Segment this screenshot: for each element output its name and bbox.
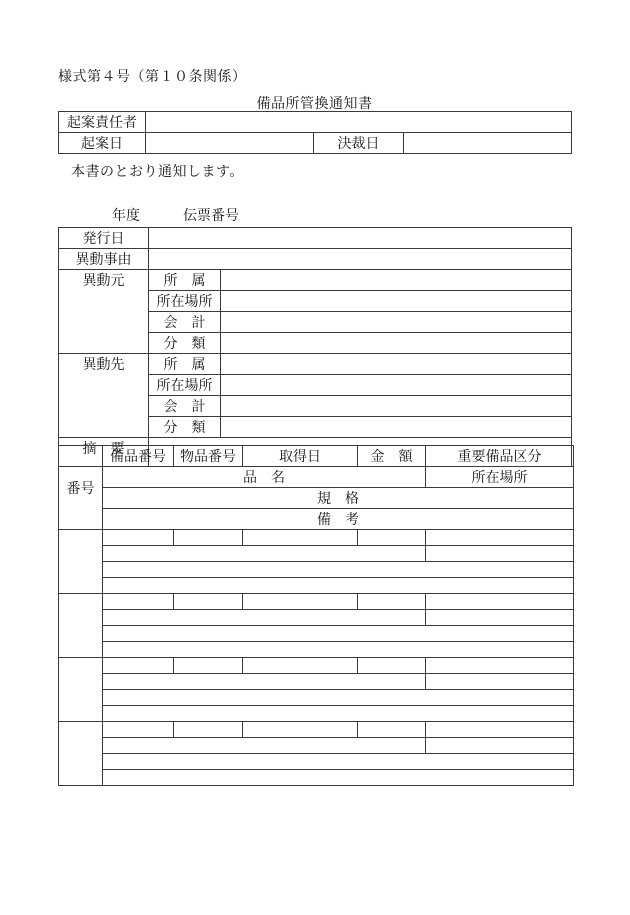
drafter-row: [59, 112, 572, 133]
change-reason-row: [59, 249, 572, 270]
item-block-row-1: [59, 658, 574, 674]
item-location-cell: [426, 738, 574, 754]
item-block-row-2: [59, 546, 574, 562]
issue-date-row: [59, 228, 572, 249]
source-affiliation-row: [59, 270, 572, 291]
item-amount-cell: [358, 594, 426, 610]
important-classification-header: 重要備品区分: [426, 446, 574, 467]
draft-date-value-cell: [146, 133, 314, 154]
item-block-row-4: [59, 706, 574, 722]
drafter-label-cell: 起案責任者: [59, 112, 146, 133]
item-name-cell: [103, 610, 426, 626]
item-important-classification-cell: [426, 658, 574, 674]
item-acquisition-date-cell: [243, 658, 358, 674]
item-number-cell: [59, 594, 103, 658]
destination-affiliation-value-cell: [221, 354, 572, 375]
item-remarks-cell: [103, 642, 574, 658]
item-block-row-4: [59, 770, 574, 786]
fiscal-year-label: 年度: [112, 208, 140, 224]
equipment-number-header: 備品番号: [103, 446, 174, 467]
item-block-row-3: [59, 754, 574, 770]
item-equipment-number-cell: [103, 530, 174, 546]
item-remarks-cell: [103, 770, 574, 786]
destination-location-label-cell: 所在場所: [149, 375, 221, 396]
remarks-header: 備 考: [103, 509, 574, 530]
item-block-row-3: [59, 690, 574, 706]
items-table: [58, 445, 574, 786]
draft-date-label-cell: 起案日: [59, 133, 146, 154]
location-header: 所在場所: [426, 467, 574, 488]
items-header-row-1: [59, 446, 574, 467]
source-label-cell: 異動元: [59, 270, 149, 354]
item-equipment-number-cell: [103, 658, 174, 674]
item-block-row-2: [59, 738, 574, 754]
standard-header: 規 格: [103, 488, 574, 509]
item-article-number-cell: [174, 658, 243, 674]
notice-text: 本書のとおり通知します。: [71, 164, 244, 180]
destination-affiliation-row: [59, 354, 572, 375]
destination-affiliation-label-cell: 所 属: [149, 354, 221, 375]
item-block-row-2: [59, 610, 574, 626]
number-column-header: 番号: [59, 446, 103, 530]
item-important-classification-cell: [426, 594, 574, 610]
item-name-header: 品 名: [103, 467, 426, 488]
item-standard-cell: [103, 754, 574, 770]
item-article-number-cell: [174, 530, 243, 546]
item-acquisition-date-cell: [243, 530, 358, 546]
item-block-row-1: [59, 530, 574, 546]
source-affiliation-value-cell: [221, 270, 572, 291]
item-acquisition-date-cell: [243, 722, 358, 738]
item-remarks-cell: [103, 578, 574, 594]
source-location-label-cell: 所在場所: [149, 291, 221, 312]
change-reason-label-cell: 異動事由: [59, 249, 149, 270]
source-affiliation-label-cell: 所 属: [149, 270, 221, 291]
item-block-row-2: [59, 674, 574, 690]
destination-label-cell: 異動先: [59, 354, 149, 438]
source-account-value-cell: [221, 312, 572, 333]
item-amount-cell: [358, 530, 426, 546]
page-title: 備品所管換通知書: [256, 96, 373, 112]
item-location-cell: [426, 610, 574, 626]
item-remarks-cell: [103, 706, 574, 722]
item-equipment-number-cell: [103, 594, 174, 610]
item-number-cell: [59, 530, 103, 594]
items-table-header: [59, 446, 574, 530]
transfer-table: [58, 227, 572, 467]
item-acquisition-date-cell: [243, 594, 358, 610]
article-number-header: 物品番号: [174, 446, 243, 467]
destination-account-value-cell: [221, 396, 572, 417]
item-block-row-1: [59, 594, 574, 610]
source-classification-value-cell: [221, 333, 572, 354]
slip-number-label: 伝票番号: [183, 208, 239, 224]
item-important-classification-cell: [426, 722, 574, 738]
amount-header: 金 額: [358, 446, 426, 467]
item-block-row-3: [59, 626, 574, 642]
item-article-number-cell: [174, 594, 243, 610]
source-location-value-cell: [221, 291, 572, 312]
destination-classification-label-cell: 分 類: [149, 417, 221, 438]
items-empty-rows: [59, 530, 574, 786]
destination-account-label-cell: 会 計: [149, 396, 221, 417]
item-standard-cell: [103, 626, 574, 642]
item-block-row-1: [59, 722, 574, 738]
item-name-cell: [103, 674, 426, 690]
issue-date-label-cell: 発行日: [59, 228, 149, 249]
acquisition-date-header: 取得日: [243, 446, 358, 467]
drafter-value-cell: [146, 112, 572, 133]
item-block-row-4: [59, 578, 574, 594]
item-block-row-3: [59, 562, 574, 578]
destination-classification-value-cell: [221, 417, 572, 438]
approval-date-value-cell: [404, 133, 572, 154]
dates-row: [59, 133, 572, 154]
items-header-row-3: [59, 488, 574, 509]
items-header-row-2: [59, 467, 574, 488]
item-block-row-4: [59, 642, 574, 658]
item-name-cell: [103, 546, 426, 562]
item-equipment-number-cell: [103, 722, 174, 738]
item-standard-cell: [103, 690, 574, 706]
item-location-cell: [426, 674, 574, 690]
items-header-row-4: [59, 509, 574, 530]
slip-header-line: [58, 205, 571, 225]
item-name-cell: [103, 738, 426, 754]
item-location-cell: [426, 546, 574, 562]
item-amount-cell: [358, 722, 426, 738]
destination-location-value-cell: [221, 375, 572, 396]
item-number-cell: [59, 722, 103, 786]
summary-label-cell: 摘 要: [59, 438, 149, 467]
source-classification-label-cell: 分 類: [149, 333, 221, 354]
item-important-classification-cell: [426, 530, 574, 546]
approval-date-label-cell: 決裁日: [314, 133, 404, 154]
item-standard-cell: [103, 562, 574, 578]
issue-date-value-cell: [149, 228, 572, 249]
change-reason-value-cell: [149, 249, 572, 270]
item-number-cell: [59, 658, 103, 722]
item-amount-cell: [358, 658, 426, 674]
item-article-number-cell: [174, 722, 243, 738]
source-account-label-cell: 会 計: [149, 312, 221, 333]
approval-table: [58, 111, 572, 154]
form-number-text: 様式第４号（第１０条関係）: [58, 69, 247, 85]
